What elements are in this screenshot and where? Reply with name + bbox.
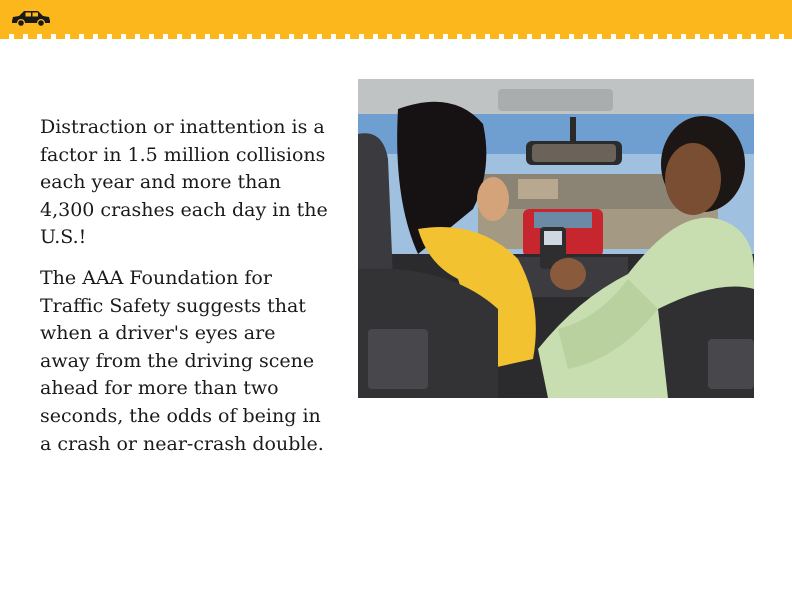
header-dashed-border xyxy=(0,34,792,39)
two-women-in-car-texting-photo xyxy=(358,79,754,398)
paragraph-crash-statistic: Distraction or inattention is a factor in 1.5 million collisions each year and more than 4,300 crashes each day in the U.S.! xyxy=(40,116,328,249)
paragraph-aaa-foundation: The AAA Foundation for Traffic Safety suggests that when a driver's eyes are away from the driving scene ahead for more than two seconds, the odds of being in a crash or near-crash double. xyxy=(40,266,324,455)
car-icon xyxy=(10,9,52,27)
header-band xyxy=(0,0,792,34)
text-block xyxy=(40,114,330,471)
